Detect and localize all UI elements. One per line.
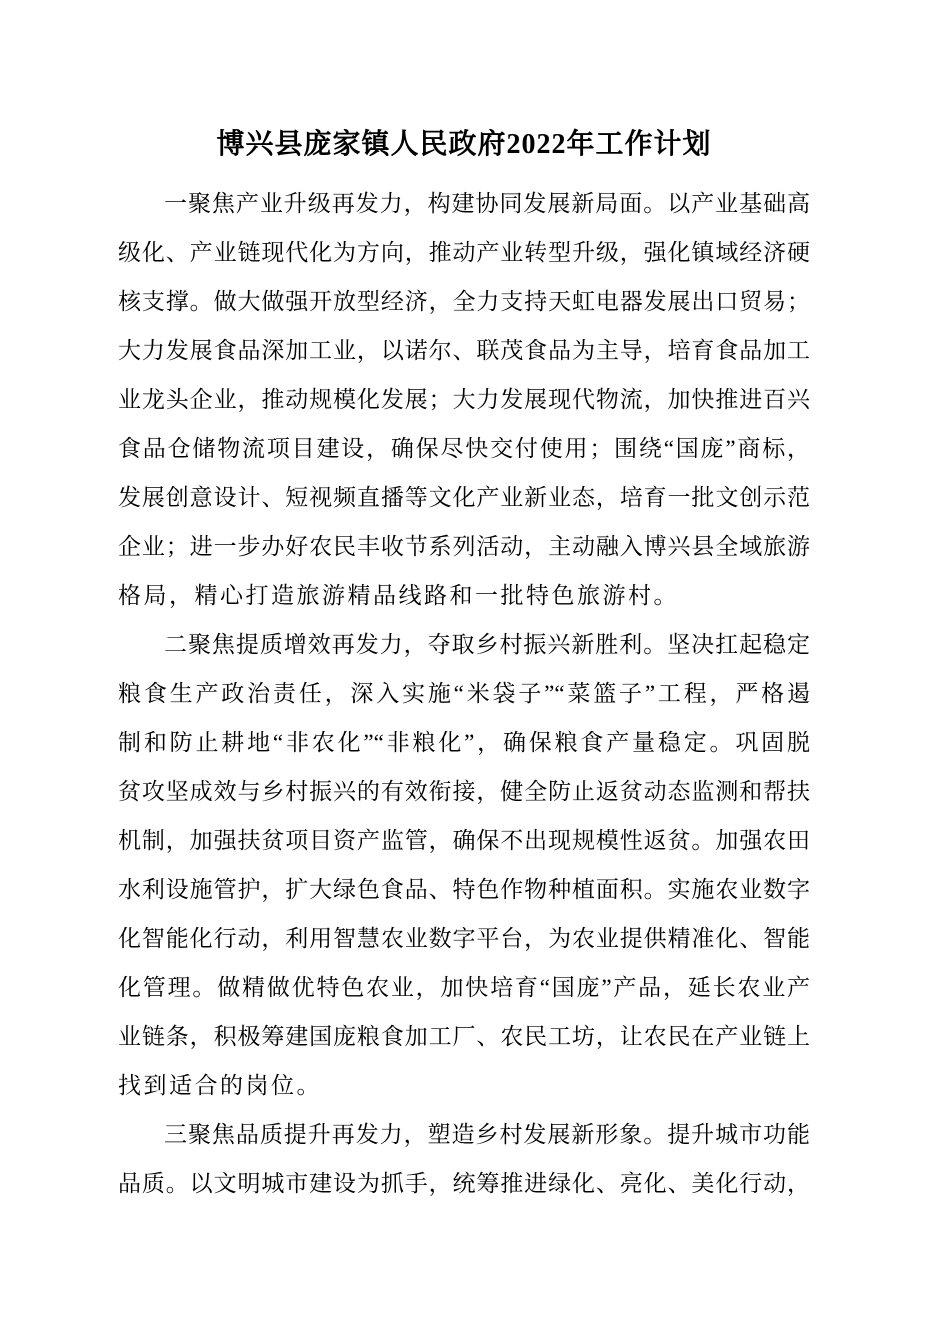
text-line: 业龙头企业，推动规模化发展；大力发展现代物流，加快推进百兴 (118, 387, 810, 412)
text-line: 一聚焦产业升级再发力，构建协同发展新局面。以产业基础高 (164, 191, 810, 216)
text-line: 发展创意设计、短视频直播等文化产业新业态，培育一批文创示范 (118, 485, 810, 510)
text-line: 格局，精心打造旅游精品线路和一批特色旅游村。 (118, 583, 679, 608)
paragraph (118, 179, 810, 620)
text-line: 大力发展食品深加工业，以诺尔、联茂食品为主导，培育食品加工 (118, 338, 810, 363)
text-line: 核支撑。做大做强开放型经济，全力支持天虹电器发展出口贸易； (118, 289, 810, 314)
text-line: 制和防止耕地“非农化”“非粮化”，确保粮食产量稳定。巩固脱 (118, 730, 810, 755)
text-line: 水利设施管护，扩大绿色食品、特色作物种植面积。实施农业数字 (118, 877, 810, 902)
paragraph (118, 620, 810, 1110)
text-line: 品质。以文明城市建设为抓手，统筹推进绿化、亮化、美化行动， (118, 1171, 810, 1196)
text-line: 企业；进一步办好农民丰收节系列活动，主动融入博兴县全域旅游 (118, 534, 810, 559)
text-line: 粮食生产政治责任，深入实施“米袋子”“菜篮子”工程，严格遏 (118, 681, 810, 706)
text-line: 业链条，积极筹建国庞粮食加工厂、农民工坊，让农民在产业链上 (118, 1024, 810, 1049)
text-line: 机制，加强扶贫项目资产监管，确保不出现规模性返贫。加强农田 (118, 828, 810, 853)
text-line: 级化、产业链现代化为方向，推动产业转型升级，强化镇域经济硬 (118, 240, 810, 265)
paragraph (118, 1110, 810, 1208)
paragraph-container (118, 179, 810, 1208)
document-content (118, 120, 810, 1208)
text-line: 贫攻坚成效与乡村振兴的有效衔接，健全防止返贫动态监测和帮扶 (118, 779, 810, 804)
text-line: 找到适合的岗位。 (118, 1073, 322, 1098)
text-line: 食品仓储物流项目建设，确保尽快交付使用；围绕“国庞”商标， (118, 436, 810, 461)
text-line: 化智能化行动，利用智慧农业数字平台，为农业提供精准化、智能 (118, 926, 810, 951)
text-line: 化管理。做精做优特色农业，加快培育“国庞”产品，延长农业产 (118, 975, 810, 1000)
document-title: 博兴县庞家镇人民政府2022年工作计划 (216, 129, 712, 160)
text-line: 二聚焦提质增效再发力，夺取乡村振兴新胜利。坚决扛起稳定 (164, 632, 810, 657)
text-line: 三聚焦品质提升再发力，塑造乡村发展新形象。提升城市功能 (164, 1122, 810, 1147)
